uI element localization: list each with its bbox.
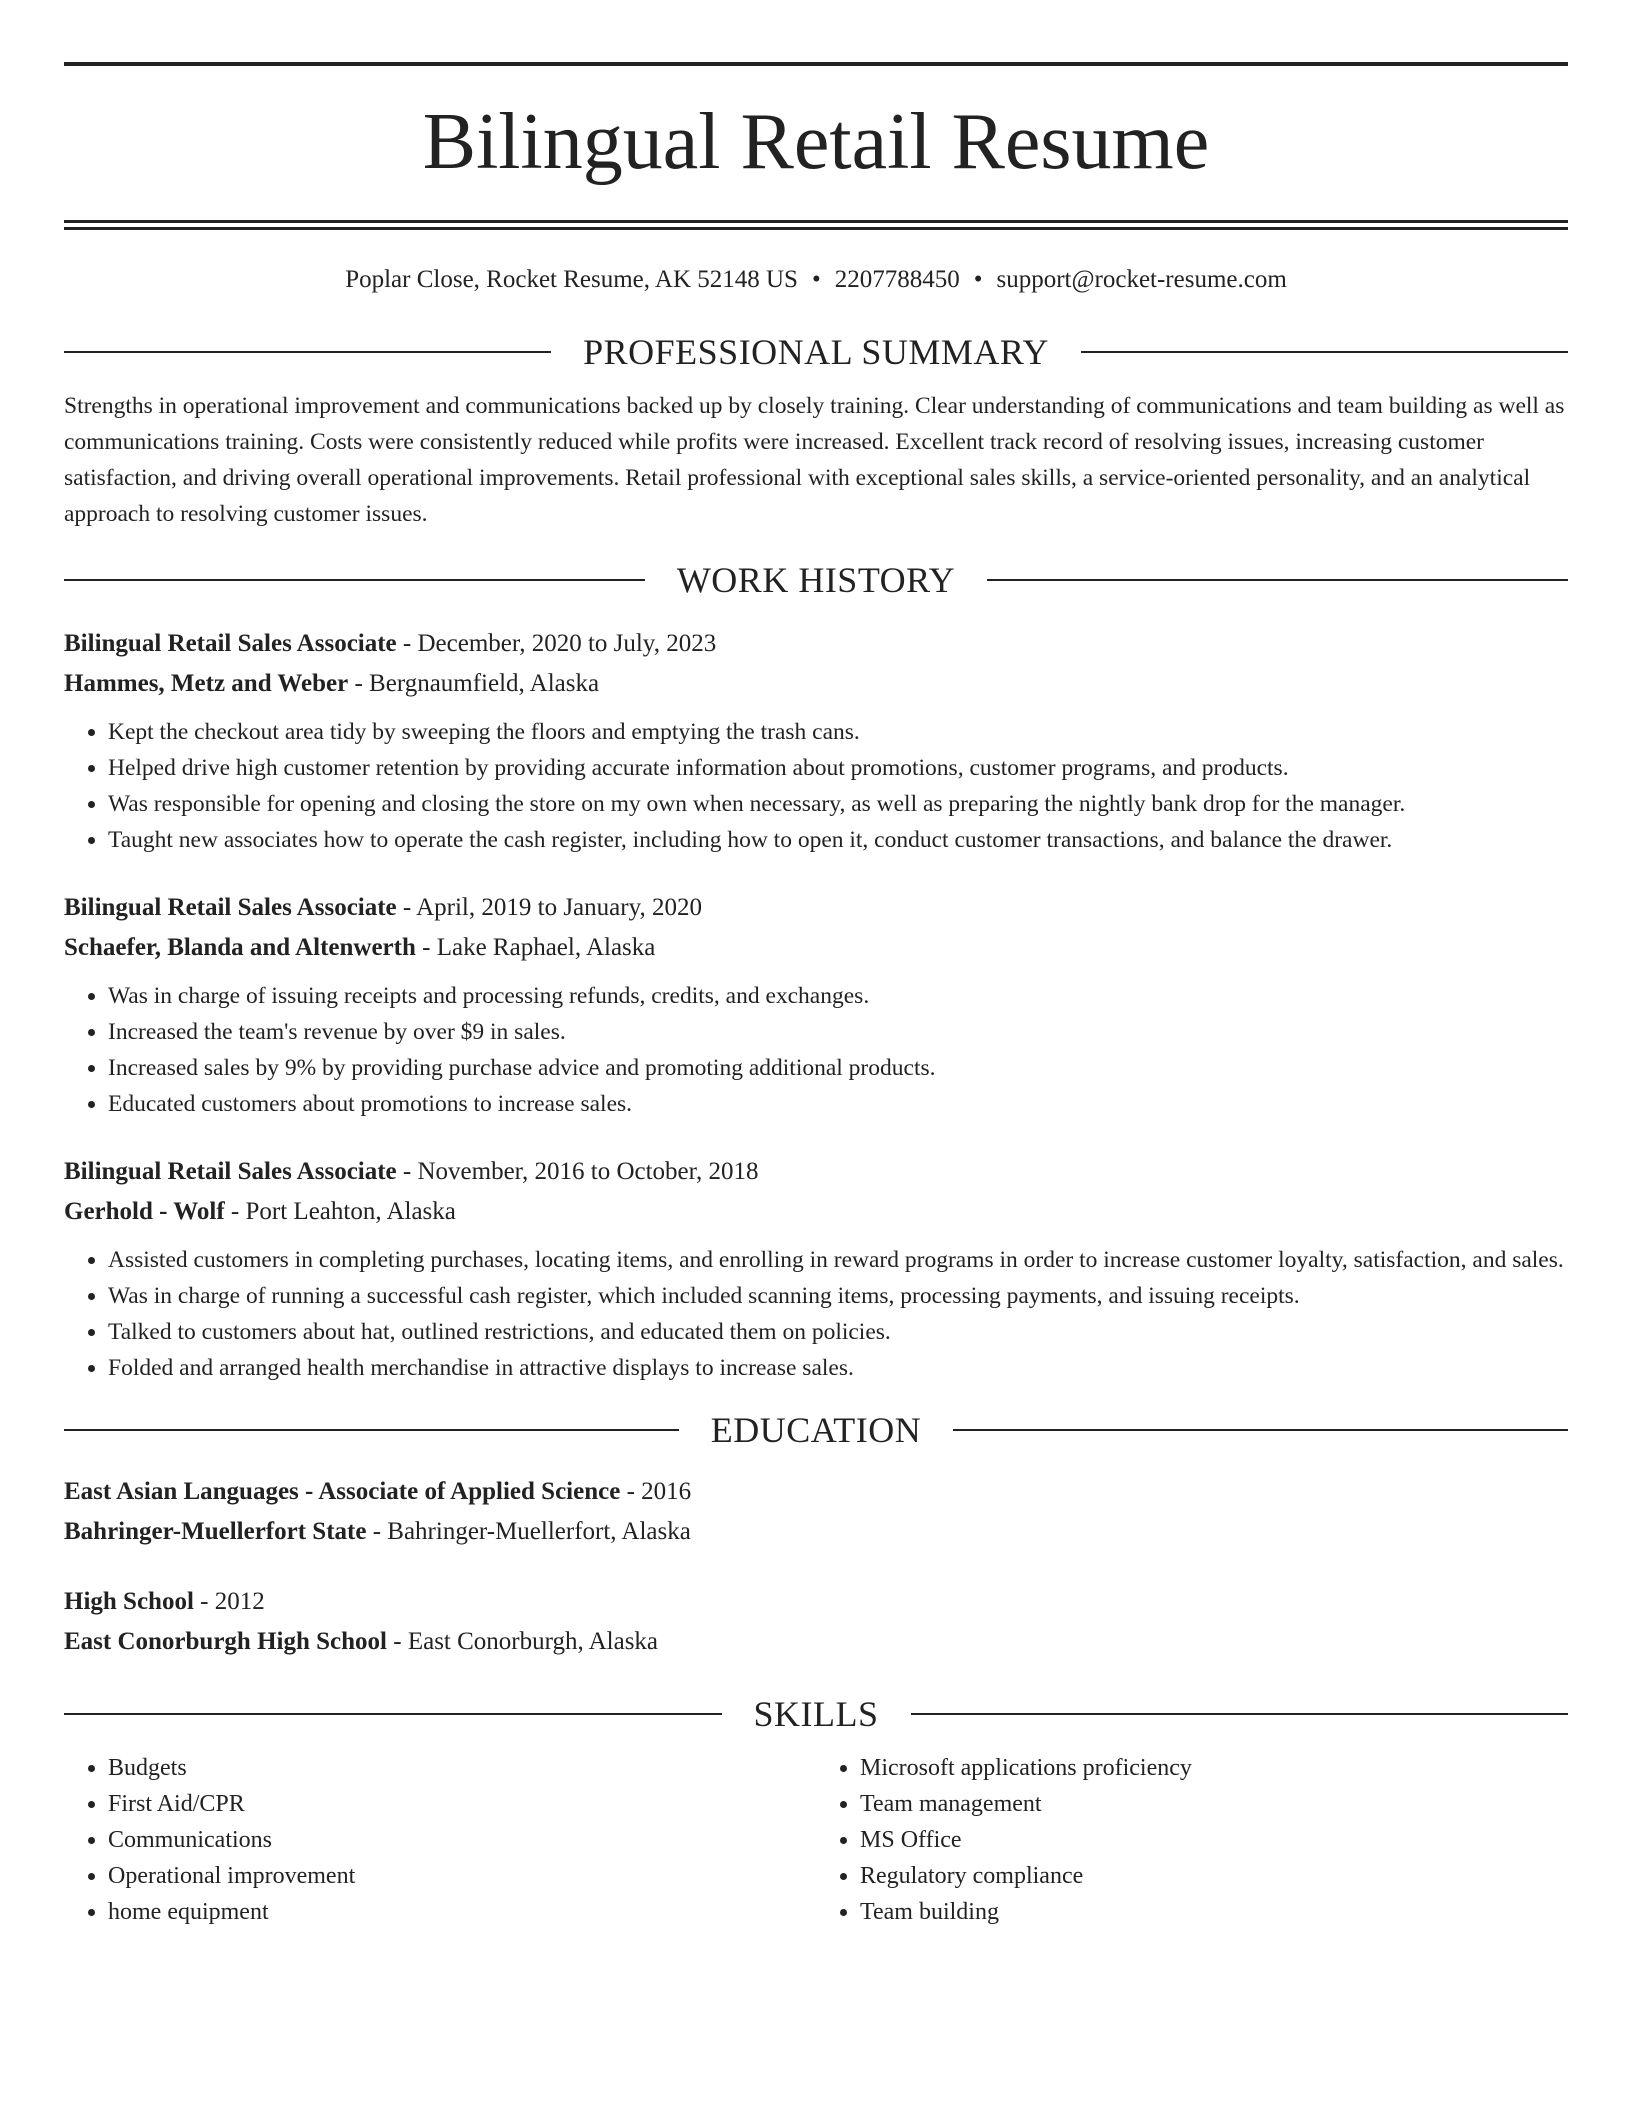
job-title: Bilingual Retail Sales Associate xyxy=(64,894,397,921)
contact-address: Poplar Close, Rocket Resume, AK 52148 US xyxy=(345,266,798,293)
skills-column-right xyxy=(816,1750,1568,1930)
skill-item: • Communications xyxy=(108,1822,816,1858)
job-bullets xyxy=(64,714,1568,858)
skill-item: • Budgets xyxy=(108,1750,816,1786)
job-location: - Port Leahton, Alaska xyxy=(224,1198,456,1225)
skill-item: • Microsoft applications proficiency xyxy=(860,1750,1568,1786)
job-company: Hammes, Metz and Weber xyxy=(64,670,349,697)
job-company: Gerhold - Wolf xyxy=(64,1198,225,1225)
summary-heading-label: PROFESSIONAL SUMMARY xyxy=(583,332,1049,372)
job-bullet: • Assisted customers in completing purchases, locating items, and enrolling in reward programs in order to increase customer loyalty, satisfaction, and sales. xyxy=(108,1242,1568,1278)
contact-email: support@rocket-resume.com xyxy=(996,266,1287,293)
job-bullets xyxy=(64,978,1568,1122)
contact-phone: 2207788450 xyxy=(834,266,960,293)
top-rule xyxy=(64,62,1568,66)
skill-item: • home equipment xyxy=(108,1894,816,1930)
skill-item: • First Aid/CPR xyxy=(108,1786,816,1822)
heading-rule xyxy=(64,579,645,581)
education-location: - East Conorburgh, Alaska xyxy=(387,1628,659,1655)
education-school-line xyxy=(64,1622,1568,1662)
job-location: - Bergnaumfield, Alaska xyxy=(348,670,600,697)
heading-rule xyxy=(911,1713,1569,1715)
contact-separator: • xyxy=(973,266,983,293)
skills-heading-label: SKILLS xyxy=(753,1694,879,1734)
heading-rule xyxy=(953,1429,1568,1431)
title-double-rule xyxy=(64,220,1568,230)
job-dates: - December, 2020 to July, 2023 xyxy=(396,630,717,657)
education-location: - Bahringer-Muellerfort, Alaska xyxy=(366,1518,691,1545)
education-degree-line xyxy=(64,1472,1568,1512)
education-school-line xyxy=(64,1512,1568,1552)
job-dates: - November, 2016 to October, 2018 xyxy=(396,1158,759,1185)
contact-line xyxy=(64,264,1568,296)
job-bullet: • Talked to customers about hat, outlined restrictions, and educated them on policies. xyxy=(108,1314,1568,1350)
job-entry xyxy=(64,888,1568,1122)
education-year: - 2012 xyxy=(193,1588,265,1615)
job-bullet: • Taught new associates how to operate the cash register, including how to open it, conduct customer transactions, and balance the drawer. xyxy=(108,822,1568,858)
job-bullet: • Folded and arranged health merchandise in attractive displays to increase sales. xyxy=(108,1350,1568,1386)
job-bullet: • Increased sales by 9% by providing purchase advice and promoting additional products. xyxy=(108,1050,1568,1086)
summary-heading xyxy=(64,330,1568,374)
education-degree: East Asian Languages - Associate of Applied Science xyxy=(64,1478,621,1505)
summary-text: Strengths in operational improvement and communications backed up by closely training. Clear understanding of communications and team building as well as communications training. Costs were consistently reduced while profits were increased. Excellent track record of resolving issues, increasing customer satisfaction, and driving overall operational improvements. Retail professional with exceptional sales skills, a service-oriented personality, and an analytical approach to resolving customer issues. xyxy=(64,393,1565,527)
job-company-line xyxy=(64,1192,1568,1232)
heading-rule xyxy=(1081,351,1568,353)
contact-separator: • xyxy=(811,266,821,293)
education-entry xyxy=(64,1472,1568,1552)
skill-item: • Operational improvement xyxy=(108,1858,816,1894)
job-bullet: • Helped drive high customer retention by providing accurate information about promotions, customer programs, and products. xyxy=(108,750,1568,786)
skills-heading xyxy=(64,1692,1568,1736)
work-history-heading-label: WORK HISTORY xyxy=(676,560,956,600)
job-title: Bilingual Retail Sales Associate xyxy=(64,630,397,657)
education-entry xyxy=(64,1582,1568,1662)
work-history-heading xyxy=(64,558,1568,602)
page-title: Bilingual Retail Resume xyxy=(422,98,1210,186)
skill-item: • MS Office xyxy=(860,1822,1568,1858)
job-title: Bilingual Retail Sales Associate xyxy=(64,1158,397,1185)
heading-rule xyxy=(987,579,1568,581)
job-bullets xyxy=(64,1242,1568,1386)
job-dates: - April, 2019 to January, 2020 xyxy=(396,894,702,921)
education-school: East Conorburgh High School xyxy=(64,1628,387,1655)
job-title-line xyxy=(64,888,1568,928)
skill-item: • Regulatory compliance xyxy=(860,1858,1568,1894)
skills-column-left xyxy=(64,1750,816,1930)
job-title-line xyxy=(64,1152,1568,1192)
skill-item: • Team management xyxy=(860,1786,1568,1822)
job-company-line xyxy=(64,664,1568,704)
job-bullet: • Was responsible for opening and closing the store on my own when necessary, as well as preparing the nightly bank drop for the manager. xyxy=(108,786,1568,822)
skill-item: • Team building xyxy=(860,1894,1568,1930)
job-bullet: • Was in charge of issuing receipts and processing refunds, credits, and exchanges. xyxy=(108,978,1568,1014)
job-bullet: • Increased the team's revenue by over $9 in sales. xyxy=(108,1014,1568,1050)
job-company: Schaefer, Blanda and Altenwerth xyxy=(64,934,416,961)
skills-list xyxy=(64,1750,1568,1930)
education-heading-label: EDUCATION xyxy=(710,1410,922,1450)
education-year: - 2016 xyxy=(620,1478,692,1505)
job-location: - Lake Raphael, Alaska xyxy=(415,934,656,961)
job-entry xyxy=(64,1152,1568,1386)
job-title-line xyxy=(64,624,1568,664)
education-degree: High School xyxy=(64,1588,194,1615)
job-bullet: • Educated customers about promotions to increase sales. xyxy=(108,1086,1568,1122)
heading-rule xyxy=(64,1713,722,1715)
job-entry xyxy=(64,624,1568,858)
job-bullet: • Kept the checkout area tidy by sweeping the floors and emptying the trash cans. xyxy=(108,714,1568,750)
job-bullet: • Was in charge of running a successful cash register, which included scanning items, processing payments, and issuing receipts. xyxy=(108,1278,1568,1314)
education-degree-line xyxy=(64,1582,1568,1622)
heading-rule xyxy=(64,351,551,353)
education-heading xyxy=(64,1408,1568,1452)
heading-rule xyxy=(64,1429,679,1431)
job-company-line xyxy=(64,928,1568,968)
education-school: Bahringer-Muellerfort State xyxy=(64,1518,367,1545)
